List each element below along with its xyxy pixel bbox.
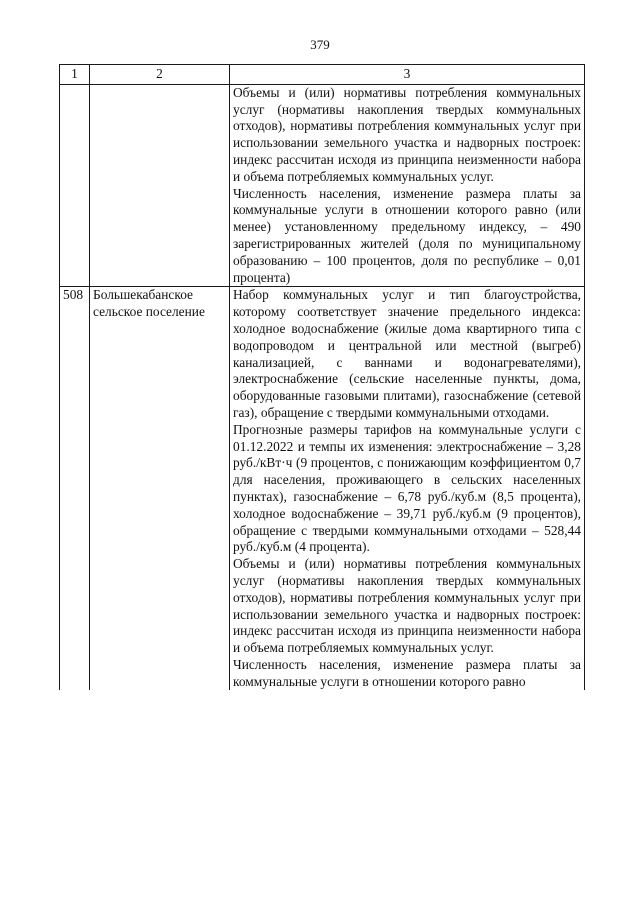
row-number-cell <box>60 84 90 287</box>
paragraph-population: Численность населения, изменение размера платы за коммунальные услуги в отношении которого равно (или менее) установленному предельному индексу, – 490 зарегистрированных жителей (доля по муниципальному образованию – 100 процентов, доля по республике – 0,01 процента) <box>233 185 581 285</box>
table-header-row <box>60 65 585 85</box>
column-header-2: 2 <box>90 65 230 85</box>
description-cell <box>230 84 585 287</box>
paragraph-consumption-volumes: Объемы и (или) нормативы потребления коммунальных услуг (нормативы накопления твердых коммунальных отходов), нормативы потребления коммунальных услуг при использовании земельного участка и надворных построек: индекс рассчитан исходя из принципа неизменности набора и объема потребляемых коммунальных услуг. <box>233 84 581 184</box>
paragraph-consumption-volumes: Объемы и (или) нормативы потребления коммунальных услуг (нормативы накопления твердых коммунальных отходов), нормативы потребления коммунальных услуг при использовании земельного участка и надворных построек: индекс рассчитан исходя из принципа неизменности набора и объема потребляемых коммунальных услуг. <box>233 556 581 656</box>
municipal-utilities-table <box>59 64 585 690</box>
table-row-continued <box>60 84 585 287</box>
table-row-508 <box>60 287 585 691</box>
row-number-cell: 508 <box>60 287 90 691</box>
municipality-name-cell: Большекабанское сельское поселение <box>90 287 230 691</box>
description-cell <box>230 287 585 691</box>
column-header-3: 3 <box>230 65 585 85</box>
page-number: 379 <box>310 37 330 52</box>
paragraph-tariffs: Прогнозные размеры тарифов на коммунальные услуги с 01.12.2022 и темпы их изменения: электроснабжение – 3,28 руб./кВт·ч (9 процентов, с понижающим коэффициентом 0,7 для населения, проживающего в сельских населенных пунктах), газоснабжение – 6,78 руб./куб.м (8,5 процента), холодное водоснабжение – 39,71 руб./куб.м (9 процентов), обращение с твердыми коммунальными отходами – 528,44 руб./куб.м (4 процента). <box>233 421 581 555</box>
paragraph-service-set: Набор коммунальных услуг и тип благоустройства, которому соответствует значение предельного индекса: холодное водоснабжение (жилые дома квартирного типа с водопроводом и центральной или местной (выгреб) канализацией, с ваннами и водонагревателями), электроснабжение (сельские населенные пункты, дома, оборудованные газовыми плитами), газоснабжение (сетевой газ), обращение с твердыми коммунальными отходами. <box>233 287 581 420</box>
paragraph-population: Численность населения, изменение размера платы за коммунальные услуги в отношении которого равно <box>233 656 581 689</box>
column-header-1: 1 <box>60 65 90 85</box>
municipality-name-cell <box>90 84 230 287</box>
